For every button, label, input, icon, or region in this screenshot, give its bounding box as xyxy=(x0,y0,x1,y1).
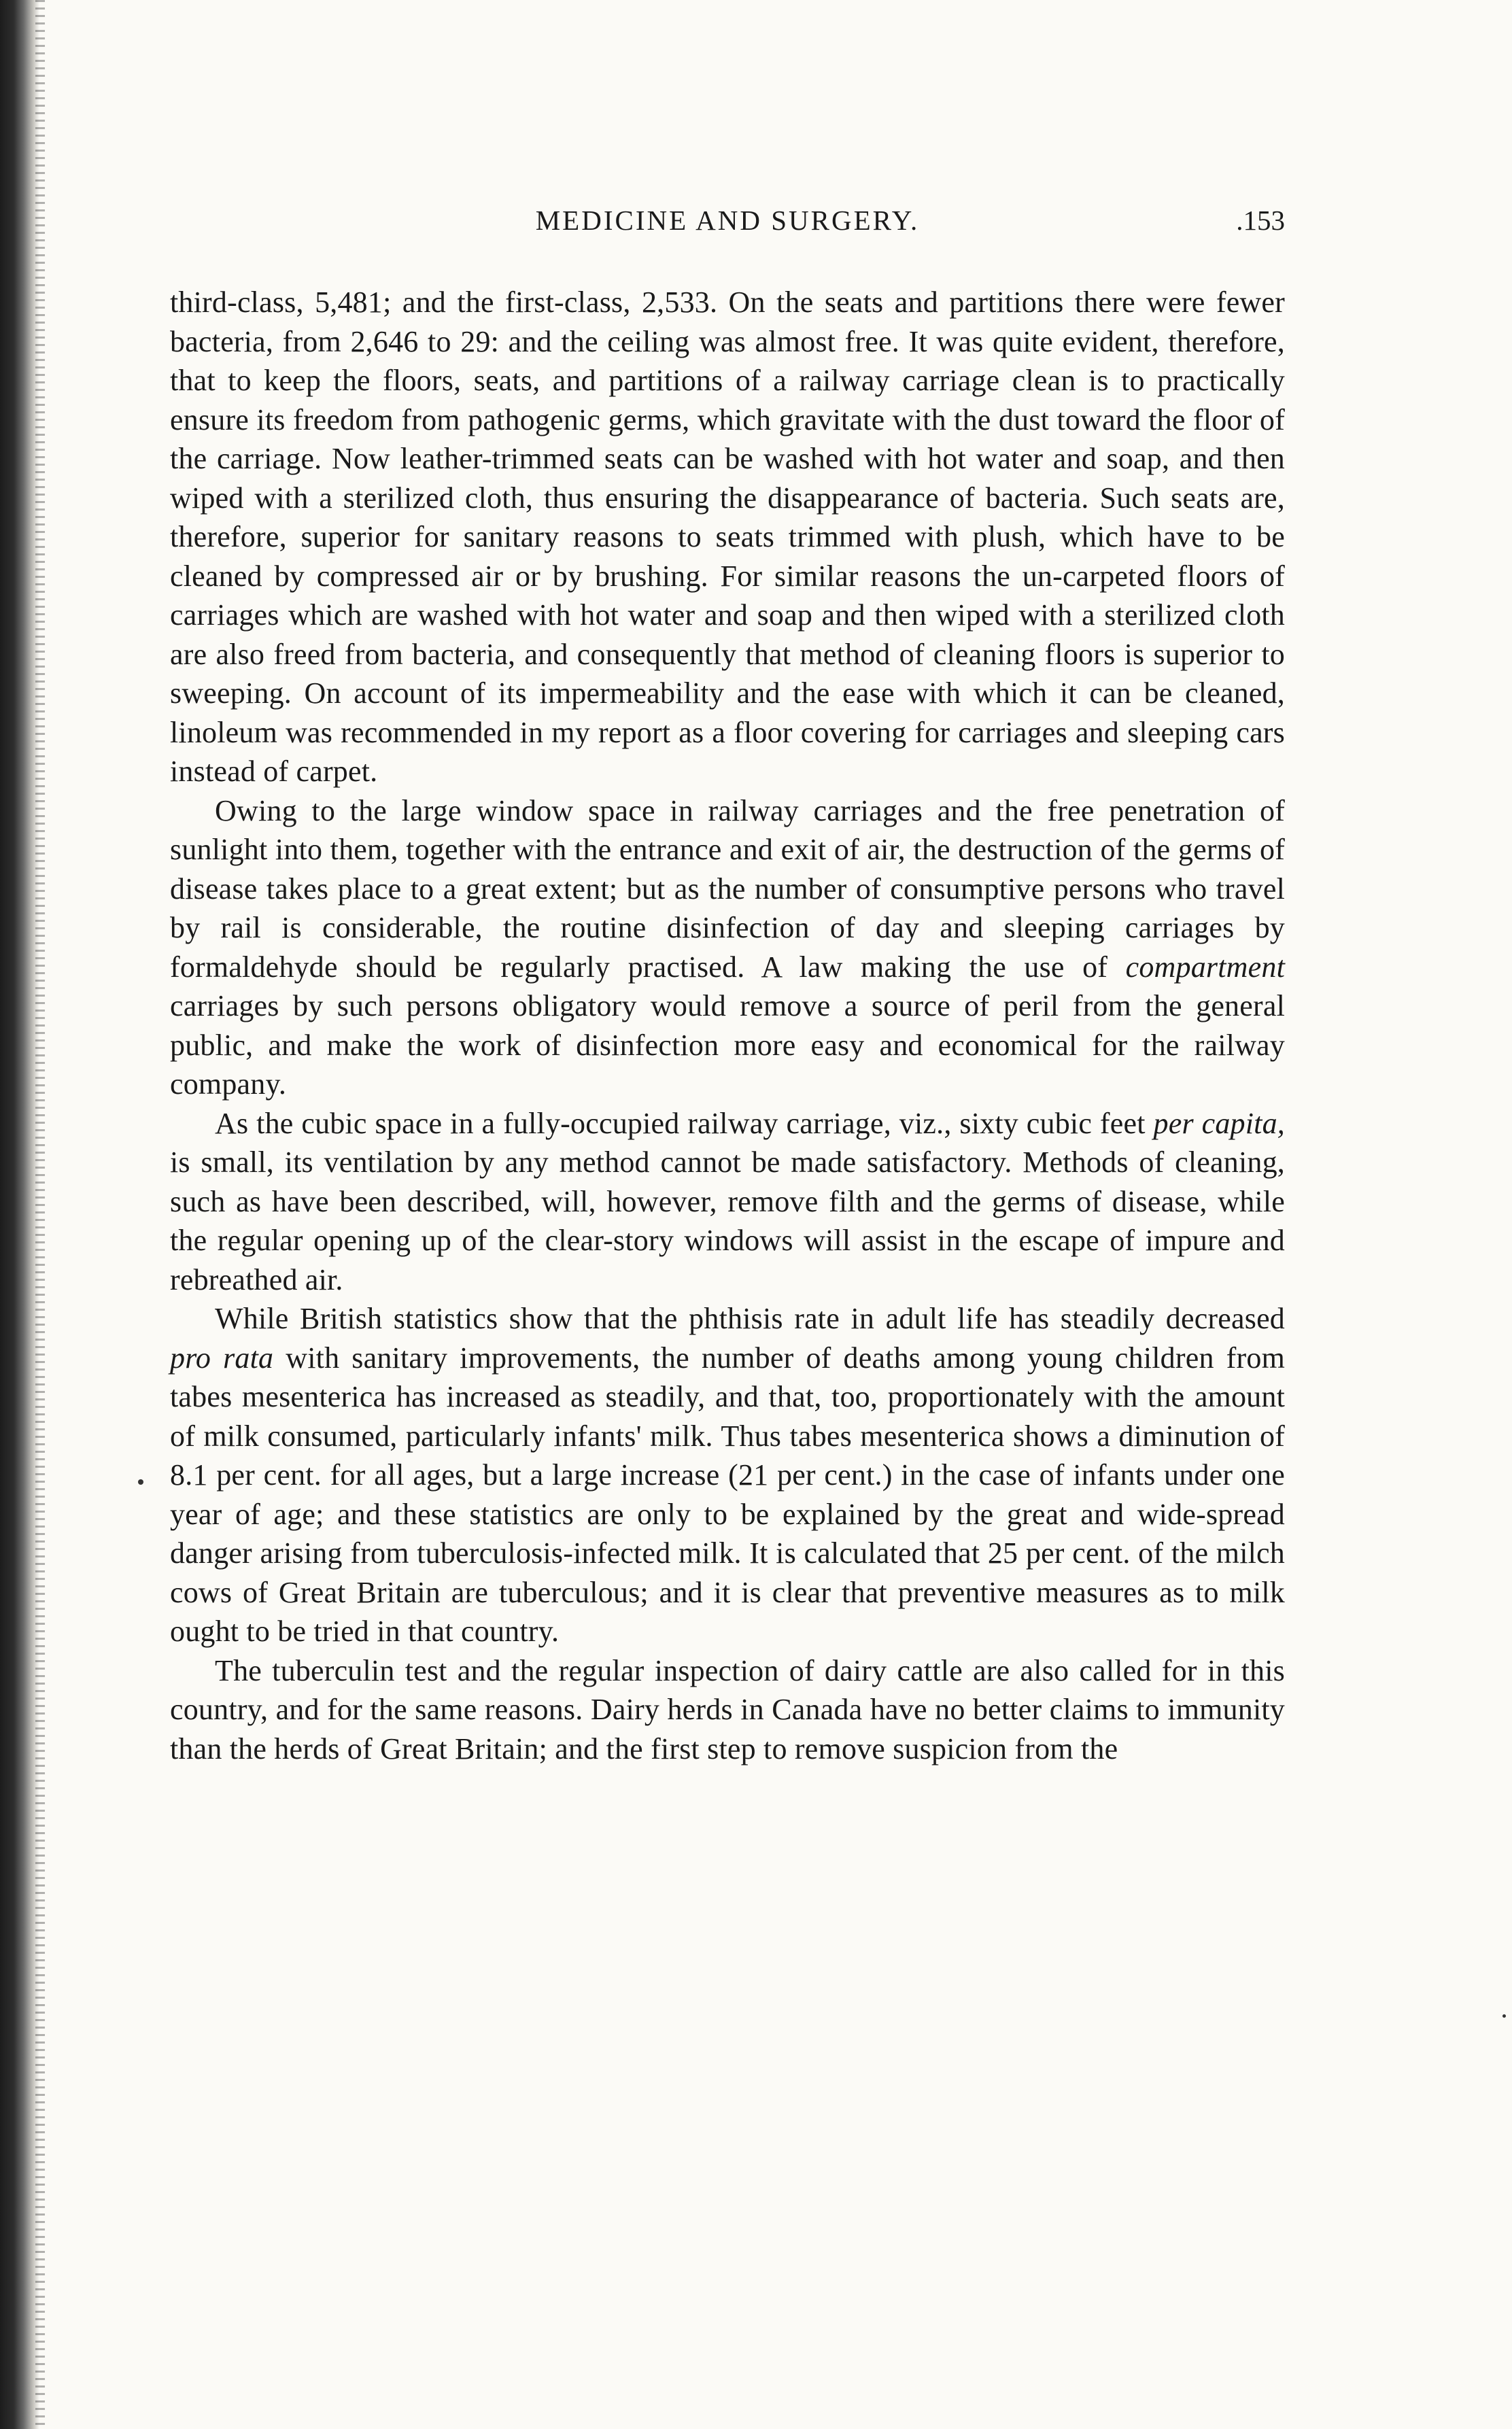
ink-speck xyxy=(1502,2014,1506,2018)
italic-term: pro rata xyxy=(170,1341,274,1375)
italic-term: compartment xyxy=(1125,950,1285,984)
paragraph-text: carriages by such persons obligatory would remove a source of peril from the general public, and make the work of disinfection more easy and economical for the railway company. xyxy=(170,989,1285,1101)
paragraph-text: with sanitary improvements, the number of deaths among young children from tabes mesenterica has increased as steadily, and that, too, proportionately with the amount of milk consumed, particularly infants' milk. Thus tabes mesenterica shows a diminution of 8.1 per cent. for all ages, but a large increase (21 per cent.) in the case of infants under one year of age; and these statistics are only to be explained by the great and wide-spread danger arising from tuberculosis-infected milk. It is calculated that 25 per cent. of the milch cows of Great Britain are tuberculous; and it is clear that preventive measures as to milk ought to be tried in that country. xyxy=(170,1341,1285,1648)
paragraph-text: As the cubic space in a fully-occupied railway carriage, viz., sixty cubic feet xyxy=(215,1106,1154,1140)
page-number: .153 xyxy=(1236,205,1285,236)
italic-term: per capita, xyxy=(1153,1106,1285,1140)
paragraph-text: While British statistics show that the phthisis rate in adult life has steadily decreased xyxy=(215,1302,1285,1335)
paragraph-text: is small, its ventilation by any method cannot be made satisfactory. Methods of cleaning, such as have been described, will, however, remove filth and the germs of disease, while the regular opening up of the clear-story windows will assist in the escape of impure and rebreathed air. xyxy=(170,1145,1285,1296)
paragraph-text: Owing to the large window space in railway carriages and the free penetration of sunlight into them, together with the entrance and exit of air, the destruction of the germs of disease takes place to a great extent; but as the number of consumptive persons who travel by rail is considerable, the routine disinfection of day and sleeping carriages by formaldehyde should be regularly practised. A law making the use of xyxy=(170,793,1285,984)
scanned-page-edge xyxy=(0,0,39,2429)
running-head xyxy=(170,197,1285,245)
paragraph-british-statistics xyxy=(170,1299,1285,1651)
running-title: MEDICINE AND SURGERY. xyxy=(535,205,920,236)
body-text xyxy=(170,283,1285,1768)
scanned-page-edge-speckle xyxy=(35,0,45,2429)
paragraph-tuberculin-test: The tuberculin test and the regular inspection of dairy cattle are also called for in this country, and for the same reasons. Dairy herds in Canada have no better claims to immunity than the herds of Great Britain; and the first step to remove suspicion from the xyxy=(170,1653,1285,1765)
paragraph-railway-window-space xyxy=(170,791,1285,1104)
ink-speck xyxy=(138,1479,143,1485)
paragraph-continued: third-class, 5,481; and the first-class, 2,533. On the seats and partitions there were fewer bacteria, from 2,646 to 29: and the ceiling was almost free. It was quite evident, therefore, that to keep the floors, seats, and partitions of a railway carriage clean is to practically ensure its freedom from pathogenic germs, which gravitate with the dust toward the floor of the carriage. Now leather-trimmed seats can be washed with hot water and soap, and then wiped with a sterilized cloth, thus ensuring the disappearance of bacteria. Such seats are, therefore, superior for sanitary reasons to seats trimmed with plush, which have to be cleaned by compressed air or by brushing. For similar reasons the un-carpeted floors of carriages which are washed with hot water and soap and then wiped with a sterilized cloth are also freed from bacteria, and consequently that method of cleaning floors is superior to sweeping. On account of its impermeability and the ease with which it can be cleaned, linoleum was recommended in my report as a floor covering for carriages and sleeping cars instead of carpet. xyxy=(170,286,1285,788)
book-page xyxy=(170,197,1285,1768)
paragraph-cubic-space xyxy=(170,1104,1285,1300)
